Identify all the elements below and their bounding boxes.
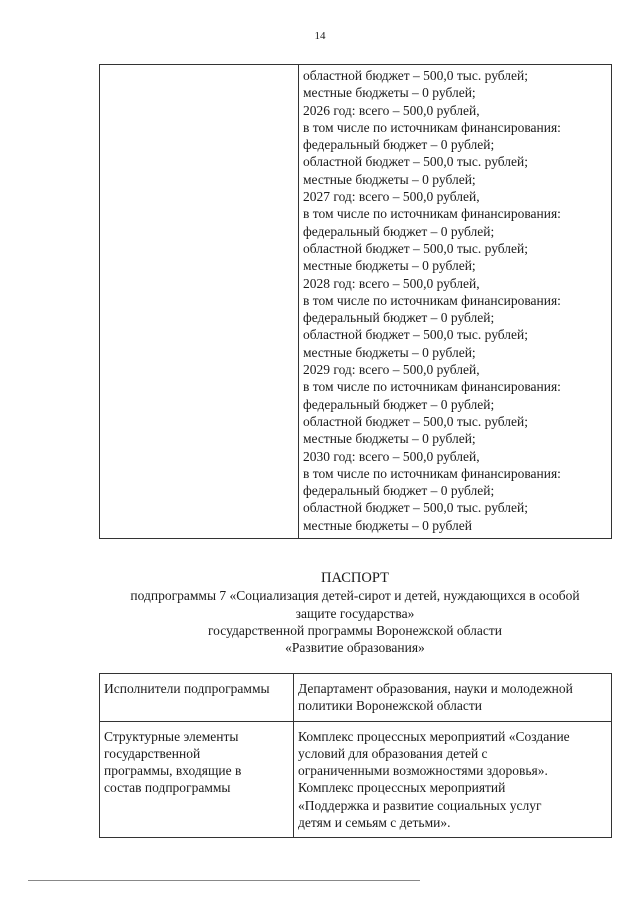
table-row [100,674,612,722]
passport-table [99,673,612,838]
funding-line: федеральный бюджет – 0 рублей; [303,310,495,326]
row-value: Комплекс процессных мероприятий [298,780,506,796]
passport-title: ПАСПОРТ [321,570,389,586]
row-value: Комплекс процессных мероприятий «Создание [298,728,570,744]
funding-line: местные бюджеты – 0 рублей; [303,431,476,447]
funding-line: местные бюджеты – 0 рублей; [303,344,476,360]
row-label: состав подпрограммы [104,780,231,796]
funding-line: областной бюджет – 500,0 тыс. рублей; [303,154,528,170]
funding-table [99,64,612,539]
funding-line: в том числе по источникам финансирования: [303,292,561,308]
funding-line: в том числе по источникам финансирования: [303,379,561,395]
row-value: детям и семьям с детьми». [298,815,451,831]
row-label: Структурные элементы [104,728,239,744]
funding-line: местные бюджеты – 0 рублей; [303,85,476,101]
row-label: Исполнители подпрограммы [104,681,270,696]
table-row [100,65,612,539]
row-value: политики Воронежской области [298,698,482,714]
funding-line: 2030 год: всего – 500,0 рублей, [303,448,480,464]
funding-line: местные бюджеты – 0 рублей [303,517,472,533]
funding-line: 2026 год: всего – 500,0 рублей, [303,102,480,118]
row-label-cell [100,674,294,722]
funding-line: областной бюджет – 500,0 тыс. рублей; [303,327,528,343]
row-label-cell [100,721,294,838]
page-number: 14 [314,30,326,42]
empty-label-cell [100,65,299,539]
funding-line: областной бюджет – 500,0 тыс. рублей; [303,68,528,83]
row-value: «Поддержка и развитие социальных услуг [298,797,542,813]
funding-line: федеральный бюджет – 0 рублей; [303,223,495,239]
passport-subtitle-line: «Развитие образования» [285,640,425,656]
row-value: условий для образования детей с [298,745,488,761]
funding-line: местные бюджеты – 0 рублей; [303,171,476,187]
funding-line: 2029 год: всего – 500,0 рублей, [303,362,480,378]
passport-subtitle-line: защите государства» [295,605,415,621]
funding-line: 2027 год: всего – 500,0 рублей, [303,189,480,205]
funding-line: областной бюджет – 500,0 тыс. рублей; [303,413,528,429]
funding-line: федеральный бюджет – 0 рублей; [303,137,495,153]
row-value-cell [294,674,612,722]
funding-line: в том числе по источникам финансирования: [303,119,561,135]
row-value-cell [294,721,612,838]
funding-line: федеральный бюджет – 0 рублей; [303,396,495,412]
funding-line: местные бюджеты – 0 рублей; [303,258,476,274]
funding-line: федеральный бюджет – 0 рублей; [303,483,495,499]
row-value: Департамент образования, науки и молодежной [298,681,573,696]
funding-line: областной бюджет – 500,0 тыс. рублей; [303,240,528,256]
row-label: государственной [104,745,201,761]
funding-line: в том числе по источникам финансирования: [303,206,561,222]
passport-subtitle-line: подпрограммы 7 «Социализация детей-сирот и детей, нуждающихся в особой [130,588,580,604]
row-label: программы, входящие в [104,763,242,779]
funding-line: 2028 год: всего – 500,0 рублей, [303,275,480,291]
table-row [100,721,612,838]
row-value: ограниченными возможностями здоровья». [298,763,548,779]
funding-cell [299,65,612,539]
funding-line: в том числе по источникам финансирования: [303,465,561,481]
funding-line: областной бюджет – 500,0 тыс. рублей; [303,500,528,516]
passport-subtitle-line: государственной программы Воронежской области [207,622,503,638]
passport-heading [90,570,620,656]
footer-divider [28,880,420,881]
